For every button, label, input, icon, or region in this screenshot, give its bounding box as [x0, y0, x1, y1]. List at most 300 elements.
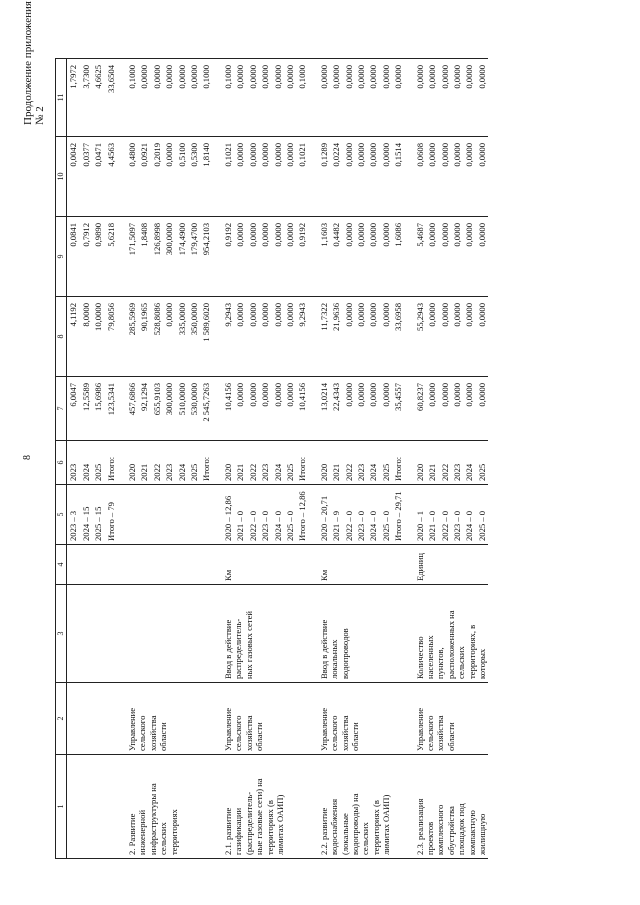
amount-cell: 11,7322 — [309, 297, 330, 377]
amount-cell: 22,4343 — [330, 377, 342, 441]
amount-cell: 0,0042 — [67, 137, 80, 217]
responsible-executor — [405, 683, 489, 755]
year-cell: 2025 — [92, 441, 104, 485]
responsible-executor-line: области — [445, 722, 456, 751]
responsible-executor-line: хозяйства — [147, 715, 158, 751]
measure-name-line: территориях (в — [264, 800, 275, 855]
amount-cell: 0,0000 — [247, 59, 259, 137]
responsible-executor-line: сельского — [424, 715, 435, 751]
indicator-name — [213, 585, 309, 683]
amount-cell: 0,0000 — [343, 377, 355, 441]
amount-cell: 60,8237 — [405, 377, 427, 441]
amount-cell: 0,0000 — [234, 59, 246, 137]
amount-cell: 0,0000 — [380, 217, 392, 297]
amount-cell: 457,6866 — [117, 377, 138, 441]
amount-cell: 0,0000 — [343, 137, 355, 217]
year-cell: 2023 — [451, 441, 463, 485]
indicator-name-line: населенных — [424, 635, 435, 679]
amount-cell: 0,0000 — [247, 297, 259, 377]
amount-cell: 0,0000 — [380, 137, 392, 217]
amount-cell: 0,0000 — [272, 59, 284, 137]
amount-cell: 1,8140 — [200, 137, 212, 217]
amount-cell: 0,0000 — [463, 217, 475, 297]
amount-cell: 4,6625 — [92, 59, 104, 137]
indicator-name-line: Ввод в действие — [318, 619, 329, 679]
amount-cell: 0,0608 — [405, 137, 427, 217]
measure-name — [117, 755, 213, 859]
amount-cell: 0,0000 — [188, 59, 200, 137]
year-cell: 2021 — [426, 441, 438, 485]
indicator-name-line: водопроводов — [339, 628, 350, 679]
indicator-value: 2021 – 9 — [330, 485, 342, 545]
amount-cell: 655,9103 — [151, 377, 163, 441]
empty-cell — [67, 755, 117, 859]
program-section — [309, 59, 405, 859]
year-cell: 2025 — [188, 441, 200, 485]
amount-cell: 0,0000 — [247, 137, 259, 217]
year-cell: 2021 — [234, 441, 246, 485]
amount-cell: 0,0000 — [367, 137, 379, 217]
measure-name-line: 2.3. реализация — [414, 798, 425, 855]
amount-cell: 9,2943 — [296, 297, 308, 377]
amount-cell: 0,0000 — [367, 377, 379, 441]
amount-cell: 0,0000 — [355, 297, 367, 377]
indicator-value: 2025 – 15 — [92, 485, 104, 545]
measure-name-line: территориях — [168, 809, 179, 855]
amount-cell: 174,4900 — [176, 217, 188, 297]
amount-cell: 0,0000 — [284, 217, 296, 297]
table-row — [117, 59, 138, 859]
amount-cell: 1,1603 — [309, 217, 330, 297]
year-cell: 2023 — [355, 441, 367, 485]
responsible-executor-line: Управление — [414, 707, 425, 751]
amount-cell: 10,4156 — [296, 377, 308, 441]
year-cell: 2022 — [439, 441, 451, 485]
amount-cell: 0,0000 — [234, 217, 246, 297]
indicator-value: 2022 – 0 — [247, 485, 259, 545]
amount-cell: 0,0000 — [439, 137, 451, 217]
amount-cell: 285,5969 — [117, 297, 138, 377]
measure-name — [213, 755, 309, 859]
amount-cell: 79,8056 — [105, 297, 117, 377]
responsible-executor-line: области — [254, 722, 265, 751]
measure-name-line: инженерной — [137, 809, 148, 855]
measure-name-line: (локальные — [339, 813, 350, 855]
indicator-name-line: территориях, в — [466, 624, 477, 679]
amount-cell: 55,2943 — [405, 297, 427, 377]
amount-cell: 0,0000 — [463, 137, 475, 217]
amount-cell: 1,8408 — [138, 217, 150, 297]
year-cell: 2022 — [343, 441, 355, 485]
program-section — [213, 59, 309, 859]
responsible-executor-line: Управление — [222, 707, 233, 751]
measure-name-line: лимитах ОАИП) — [274, 794, 285, 855]
amount-cell: 0,0000 — [284, 297, 296, 377]
amount-cell: 0,0000 — [463, 59, 475, 137]
amount-cell: 0,0000 — [284, 377, 296, 441]
measure-name-line: сельских — [158, 822, 169, 855]
indicator-value: 2025 – 0 — [284, 485, 296, 545]
responsible-executor-line: области — [349, 722, 360, 751]
year-cell: 2021 — [330, 441, 342, 485]
amount-cell: 0,0000 — [380, 377, 392, 441]
measure-name-line: комплексного — [435, 804, 446, 855]
amount-cell: 0,0000 — [426, 217, 438, 297]
year-cell: 2022 — [151, 441, 163, 485]
amount-cell: 0,0000 — [355, 217, 367, 297]
amount-cell: 530,0000 — [188, 377, 200, 441]
amount-cell: 0,0471 — [92, 137, 104, 217]
empty-cell — [117, 485, 213, 545]
amount-cell: 0,0224 — [330, 137, 342, 217]
amount-cell: 0,5300 — [188, 137, 200, 217]
measure-name — [405, 755, 489, 859]
measure-name-line: инфраструктуры на — [147, 783, 158, 855]
program-section — [117, 59, 213, 859]
amount-cell: 0,0000 — [476, 59, 489, 137]
amount-cell: 0,0000 — [151, 59, 163, 137]
responsible-executor-line: сельского — [329, 715, 340, 751]
measure-name-line: (распределитель- — [243, 791, 254, 855]
column-number-row — [56, 59, 67, 859]
amount-cell: 5,4687 — [405, 217, 427, 297]
amount-cell: 0,0000 — [284, 59, 296, 137]
amount-cell: 0,0841 — [67, 217, 80, 297]
amount-cell: 0,0000 — [367, 59, 379, 137]
amount-cell: 0,0000 — [380, 59, 392, 137]
responsible-executor-line: хозяйства — [243, 715, 254, 751]
year-cell: 2020 — [405, 441, 427, 485]
amount-cell: 0,0000 — [463, 297, 475, 377]
amount-cell: 0,0000 — [176, 59, 188, 137]
indicator-value: 2025 – 0 — [380, 485, 392, 545]
measure-name-line: газификации — [233, 807, 244, 855]
year-cell: Итого: — [392, 441, 404, 485]
page-number: 8 — [22, 455, 33, 460]
amount-cell: 0,0000 — [284, 137, 296, 217]
measure-name-line: компактную — [466, 810, 477, 855]
indicator-value: 2024 – 0 — [272, 485, 284, 545]
column-number: 6 — [56, 441, 67, 485]
column-number: 4 — [56, 545, 67, 585]
year-cell: 2024 — [463, 441, 475, 485]
amount-cell: 2 545,7263 — [200, 377, 212, 441]
amount-cell: 0,1021 — [296, 137, 308, 217]
empty-cell — [117, 585, 213, 683]
amount-cell: 12,5589 — [80, 377, 92, 441]
measure-name-line: обустройства — [445, 806, 456, 855]
amount-cell: 0,4482 — [330, 217, 342, 297]
amount-cell: 0,0000 — [259, 137, 271, 217]
amount-cell: 10,4156 — [213, 377, 234, 441]
amount-cell: 0,0000 — [272, 137, 284, 217]
amount-cell: 0,0000 — [163, 297, 175, 377]
amount-cell: 0,5100 — [176, 137, 188, 217]
amount-cell: 15,6986 — [92, 377, 104, 441]
amount-cell: 0,0000 — [355, 59, 367, 137]
amount-cell: 0,0000 — [463, 377, 475, 441]
column-number: 2 — [56, 683, 67, 755]
amount-cell: 0,0000 — [247, 217, 259, 297]
amount-cell: 21,9636 — [330, 297, 342, 377]
amount-cell: 0,0000 — [259, 217, 271, 297]
responsible-executor-line: сельского — [233, 715, 244, 751]
year-cell: 2020 — [117, 441, 138, 485]
empty-cell — [67, 585, 117, 683]
responsible-executor-line: сельского — [137, 715, 148, 751]
indicator-name — [309, 585, 405, 683]
table-row — [405, 59, 427, 859]
column-number: 5 — [56, 485, 67, 545]
amount-cell: 123,5341 — [105, 377, 117, 441]
year-cell: 2025 — [284, 441, 296, 485]
column-number: 1 — [56, 755, 67, 859]
amount-cell: 0,0000 — [367, 297, 379, 377]
amount-cell: 0,1289 — [309, 137, 330, 217]
indicator-value: Итого – 79 — [105, 485, 117, 545]
year-cell: 2020 — [213, 441, 234, 485]
indicator-name-line: расположенных на — [445, 610, 456, 679]
amount-cell: 0,1000 — [296, 59, 308, 137]
measure-name-line: водоснабжения — [329, 798, 340, 855]
measure-name-line: проектов — [424, 821, 435, 855]
amount-cell: 0,0000 — [355, 137, 367, 217]
year-cell: Итого: — [105, 441, 117, 485]
amount-cell: 4,4563 — [105, 137, 117, 217]
indicator-value: 2023 – 0 — [355, 485, 367, 545]
amount-cell: 0,1514 — [392, 137, 404, 217]
amount-cell: 300,0000 — [163, 217, 175, 297]
indicator-name-line: Количество — [414, 636, 425, 679]
amount-cell: 0,1021 — [213, 137, 234, 217]
amount-cell: 0,0000 — [234, 297, 246, 377]
table-row — [213, 59, 234, 859]
year-cell: 2024 — [176, 441, 188, 485]
empty-cell — [117, 545, 213, 585]
amount-cell: 0,0000 — [451, 297, 463, 377]
amount-cell: 0,0000 — [163, 59, 175, 137]
amount-cell: 0,0000 — [439, 297, 451, 377]
amount-cell: 9,2943 — [213, 297, 234, 377]
amount-cell: 35,4557 — [392, 377, 404, 441]
indicator-value: 2020 – 20,71 — [309, 485, 330, 545]
measure-name — [309, 755, 405, 859]
amount-cell: 0,0000 — [426, 137, 438, 217]
responsible-executor — [309, 683, 405, 755]
amount-cell: 0,9192 — [213, 217, 234, 297]
column-number: 8 — [56, 297, 67, 377]
amount-cell: 0,0000 — [426, 59, 438, 137]
year-cell: 2023 — [163, 441, 175, 485]
empty-cell — [67, 683, 117, 755]
amount-cell: 0,9192 — [296, 217, 308, 297]
amount-cell: 1,6086 — [392, 217, 404, 297]
amount-cell: 0,0000 — [259, 377, 271, 441]
amount-cell: 0,0000 — [138, 59, 150, 137]
amount-cell: 0,0000 — [392, 59, 404, 137]
amount-cell: 3,7300 — [80, 59, 92, 137]
amount-cell: 0,1000 — [117, 59, 138, 137]
amount-cell: 0,1000 — [200, 59, 212, 137]
amount-cell: 0,0377 — [80, 137, 92, 217]
amount-cell: 179,4700 — [188, 217, 200, 297]
measure-name-line: жилищную — [477, 813, 487, 855]
indicator-name-line: пунктов, — [435, 647, 446, 679]
amount-cell: 510,0000 — [176, 377, 188, 441]
amount-cell: 0,0000 — [439, 59, 451, 137]
amount-cell: 0,0000 — [451, 137, 463, 217]
year-cell: 2025 — [380, 441, 392, 485]
indicator-value: 2023 – 0 — [451, 485, 463, 545]
responsible-executor-line: области — [158, 722, 169, 751]
amount-cell: 0,2019 — [151, 137, 163, 217]
amount-cell: 0,0000 — [355, 377, 367, 441]
responsible-executor — [117, 683, 213, 755]
amount-cell: 0,0000 — [476, 137, 489, 217]
amount-cell: 0,0000 — [343, 297, 355, 377]
year-cell: 2025 — [476, 441, 489, 485]
amount-cell: 300,0000 — [163, 377, 175, 441]
amount-cell: 90,1965 — [138, 297, 150, 377]
indicator-value: 2023 – 0 — [259, 485, 271, 545]
amount-cell: 0,0000 — [405, 59, 427, 137]
amount-cell: 0,0000 — [451, 377, 463, 441]
amount-cell: 0,0000 — [426, 377, 438, 441]
amount-cell: 33,6504 — [105, 59, 117, 137]
amount-cell: 1 589,6020 — [200, 297, 212, 377]
amount-cell: 0,0000 — [272, 217, 284, 297]
responsible-executor-line: хозяйства — [339, 715, 350, 751]
indicator-value: 2020 – 1 — [405, 485, 427, 545]
amount-cell: 0,1000 — [213, 59, 234, 137]
indicator-value: 2024 – 15 — [80, 485, 92, 545]
table-row — [309, 59, 330, 859]
amount-cell: 33,6958 — [392, 297, 404, 377]
amount-cell: 8,0000 — [80, 297, 92, 377]
table-row — [67, 59, 80, 859]
amount-cell: 0,0000 — [367, 217, 379, 297]
amount-cell: 171,5097 — [117, 217, 138, 297]
amount-cell: 0,0000 — [343, 59, 355, 137]
indicator-name-line: локальных — [329, 639, 340, 679]
amount-cell: 126,8998 — [151, 217, 163, 297]
amount-cell: 1,7972 — [67, 59, 80, 137]
amount-cell: 6,0047 — [67, 377, 80, 441]
indicator-name-line: ных газовых сетей — [243, 611, 254, 679]
column-number: 11 — [56, 59, 67, 137]
program-table — [55, 58, 488, 859]
year-cell: Итого: — [200, 441, 212, 485]
unit-cell: Км — [213, 545, 309, 585]
amount-cell: 0,0000 — [380, 297, 392, 377]
amount-cell: 0,9890 — [92, 217, 104, 297]
responsible-executor-line: хозяйства — [435, 715, 446, 751]
unit-cell: Единиц — [405, 545, 489, 585]
amount-cell: 10,0000 — [92, 297, 104, 377]
indicator-name — [405, 585, 489, 683]
responsible-executor — [213, 683, 309, 755]
appendix-continuation-note: Продолжение приложения № 2 — [22, 1, 46, 125]
amount-cell: 335,0000 — [176, 297, 188, 377]
indicator-value: 2023 – 3 — [67, 485, 80, 545]
amount-cell: 0,0000 — [451, 59, 463, 137]
amount-cell: 0,0000 — [451, 217, 463, 297]
amount-cell: 528,8086 — [151, 297, 163, 377]
year-cell: 2021 — [138, 441, 150, 485]
amount-cell: 0,0000 — [272, 297, 284, 377]
amount-cell: 0,0000 — [247, 377, 259, 441]
measure-name-line: 2. Развитие — [127, 813, 138, 855]
measure-name-line: 2.1. развитие — [222, 807, 233, 855]
amount-cell: 0,0000 — [272, 377, 284, 441]
amount-cell: 0,0000 — [234, 377, 246, 441]
year-cell: 2023 — [259, 441, 271, 485]
amount-cell: 0,0921 — [138, 137, 150, 217]
indicator-value: 2024 – 0 — [463, 485, 475, 545]
responsible-executor-line: Управление — [127, 707, 138, 751]
indicator-value: 2025 – 0 — [476, 485, 489, 545]
measure-name-line: водопроводы) на — [349, 793, 360, 855]
amount-cell: 0,0000 — [234, 137, 246, 217]
column-number: 7 — [56, 377, 67, 441]
continued-section — [67, 59, 117, 859]
amount-cell: 0,0000 — [259, 297, 271, 377]
measure-name-line: сельских — [360, 822, 371, 855]
amount-cell: 0,0000 — [426, 297, 438, 377]
indicator-name-line: сельских — [456, 646, 467, 679]
indicator-value: 2024 – 0 — [367, 485, 379, 545]
column-number: 3 — [56, 585, 67, 683]
amount-cell: 0,0000 — [259, 59, 271, 137]
amount-cell: 954,2103 — [200, 217, 212, 297]
column-number: 9 — [56, 217, 67, 297]
amount-cell: 0,0000 — [439, 217, 451, 297]
amount-cell: 0,0000 — [330, 59, 342, 137]
amount-cell: 0,0000 — [476, 217, 489, 297]
indicator-value: Итого – 12,86 — [296, 485, 308, 545]
year-cell: 2023 — [67, 441, 80, 485]
year-cell: 2024 — [272, 441, 284, 485]
empty-cell — [67, 545, 117, 585]
column-number: 10 — [56, 137, 67, 217]
amount-cell: 0,0000 — [439, 377, 451, 441]
indicator-value: 2021 – 0 — [426, 485, 438, 545]
amount-cell: 4,1192 — [67, 297, 80, 377]
year-cell: 2024 — [80, 441, 92, 485]
indicator-name-line: которых — [477, 648, 487, 679]
amount-cell: 0,0000 — [309, 59, 330, 137]
indicator-value: 2022 – 0 — [439, 485, 451, 545]
indicator-value: Итого – 29,71 — [392, 485, 404, 545]
year-cell: 2020 — [309, 441, 330, 485]
amount-cell: 5,6218 — [105, 217, 117, 297]
amount-cell: 0,7912 — [80, 217, 92, 297]
indicator-value: 2020 – 12,86 — [213, 485, 234, 545]
measure-name-line: лимитах ОАИП) — [381, 794, 392, 855]
measure-name-line: 2.2. развитие — [318, 807, 329, 855]
amount-cell: 0,0000 — [163, 137, 175, 217]
unit-cell: Км — [309, 545, 405, 585]
program-section — [405, 59, 489, 859]
year-cell: 2022 — [247, 441, 259, 485]
measure-name-line: площадок под — [456, 803, 467, 855]
indicator-name-line: распределитель- — [233, 618, 244, 679]
indicator-value: 2021 – 0 — [234, 485, 246, 545]
responsible-executor-line: Управление — [318, 707, 329, 751]
year-cell: 2024 — [367, 441, 379, 485]
year-cell: Итого: — [296, 441, 308, 485]
measure-name-line: территориях (в — [370, 800, 381, 855]
